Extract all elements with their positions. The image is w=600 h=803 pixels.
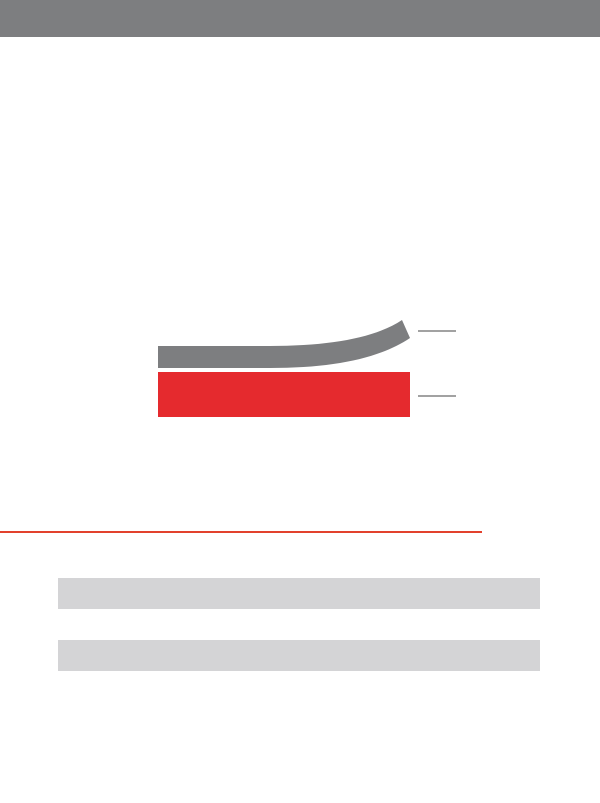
layer-diagram — [140, 310, 560, 425]
table-header — [58, 505, 540, 533]
description-line — [58, 48, 76, 66]
table-row — [58, 578, 540, 609]
release-layer-shape — [158, 320, 410, 368]
table-row — [58, 671, 540, 702]
table-row — [58, 547, 540, 578]
page-header — [0, 0, 600, 37]
table-row — [58, 609, 540, 640]
table-row — [58, 640, 540, 671]
pet-film-shape — [158, 372, 410, 417]
params-table — [58, 505, 540, 702]
table-header-divider — [0, 531, 482, 533]
